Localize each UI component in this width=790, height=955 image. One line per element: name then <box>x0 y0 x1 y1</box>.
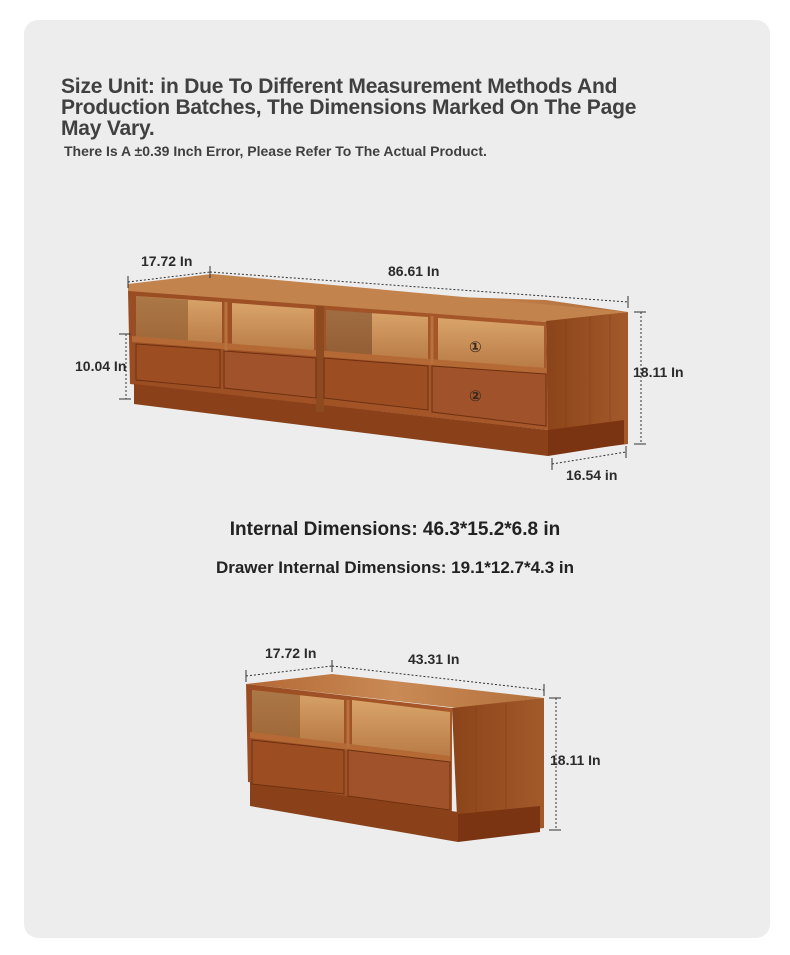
large-depth-top-label: 17.72 In <box>141 253 193 269</box>
large-tv-cabinet <box>128 274 628 456</box>
large-height-label: 18.11 In <box>633 364 684 380</box>
small-width-label: 43.31 In <box>408 651 460 667</box>
large-drawer-height-label: 10.04 In <box>75 358 127 374</box>
large-width-label: 86.61 In <box>388 263 440 279</box>
internal-dimensions-text: Internal Dimensions: 46.3*15.2*6.8 in <box>229 519 561 540</box>
small-tv-cabinet <box>246 674 544 842</box>
compartment-marker-1: ① <box>469 338 482 356</box>
error-note: There Is A ±0.39 Inch Error, Please Refer To The Actual Product. <box>64 143 487 159</box>
drawer-internal-dimensions-text: Drawer Internal Dimensions: 19.1*12.7*4.3 in <box>215 558 575 577</box>
large-depth-bottom-label: 16.54 in <box>566 467 618 483</box>
small-depth-label: 17.72 In <box>265 645 317 661</box>
page-title: Size Unit: in Due To Different Measurement Methods And Production Batches, The Dimensions Marked On The Page May Vary. <box>61 75 637 140</box>
small-height-label: 18.11 In <box>550 752 601 768</box>
compartment-marker-2: ② <box>469 387 482 405</box>
